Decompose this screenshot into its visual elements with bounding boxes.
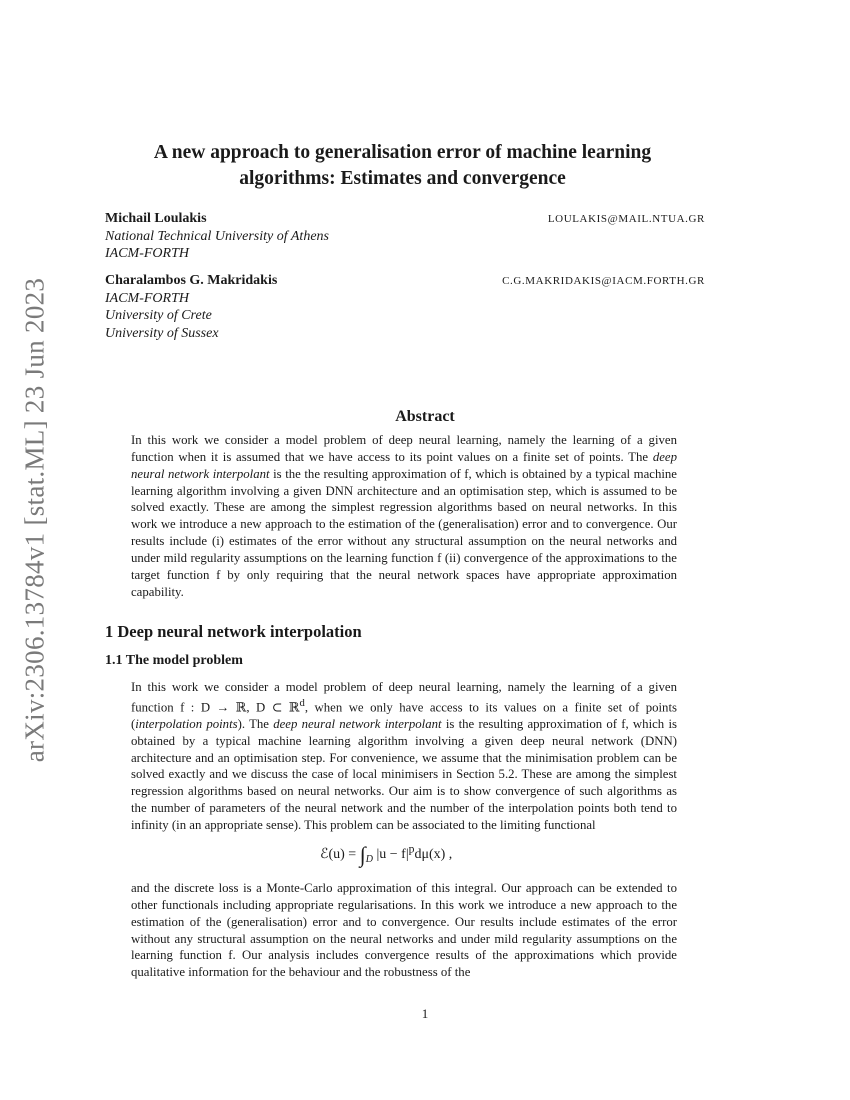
text-run: is the resulting approximation of f, which is obtained by a typical machine learning algorithm involving a given deep neural network (DNN) architecture and an optimisation step. For convenience, we assume that the minimisation problem can be solved exactly and we discuss the case of local minimisers in Section 5.2. These are among the simplest regression algorithms based on neural networks. Our aim is to show convergence of such algorithms as the number of parameters of the neural network and the number of the interpolation points both tend to infinity (in an appropriate sense). This problem can be associated to the limiting functional (131, 716, 677, 833)
abstract-emphasis: deep neural network interpolant (131, 449, 677, 481)
author-name: Charalambos G. Makridakis (105, 273, 278, 288)
integral-sign: ∫ (359, 842, 366, 867)
eq-tail: dμ(x) , (414, 847, 453, 862)
eq-lhs: ℰ(u) = (320, 847, 360, 862)
eq-power: p (408, 842, 415, 856)
abstract-text (131, 432, 677, 600)
emphasis: deep neural network interpolant (273, 716, 442, 731)
eq-domain: D (365, 853, 373, 865)
paper-title (120, 140, 685, 192)
author-affiliation: IACM-FORTH (105, 246, 189, 261)
display-equation (320, 842, 452, 868)
author-email[interactable]: LOULAKIS@MAIL.NTUA.GR (547, 213, 705, 225)
body-paragraph-1 (131, 679, 677, 834)
author-email[interactable]: C.G.MAKRIDAKIS@IACM.FORTH.GR (502, 275, 705, 287)
subsection-heading: 1.1 The model problem (105, 653, 243, 668)
emphasis: interpolation points (135, 716, 238, 731)
abstract-heading: Abstract (395, 408, 455, 425)
author-affiliation: IACM-FORTH (105, 290, 189, 306)
author-affiliation: National Technical University of Athens (105, 228, 329, 244)
abstract-part: is the the resulting approximation of f, which is obtained by a typical machine learning algorithm involving a given DNN architecture and an optimisation step, which is assumed to be solved exactly. These are among the simplest regression algorithms based on neural networks. In this work we introduce a new approach to the estimation of the (generalisation) error and to convergence. Our results include (i) estimates of the error without any structural assumption on the neural networks and under mild regularity assumptions on the learning function f (ii) convergence of the approximations to the target function f by only requiring that the neural network spaces have appropriate approximation capability. (131, 466, 677, 599)
arxiv-sidebar-stamp (10, 260, 60, 780)
text-run: ). The (237, 716, 274, 731)
page-number: 1 (421, 1006, 429, 1021)
author-affiliation: University of Sussex (105, 325, 219, 341)
abstract-part: In this work we consider a model problem of deep neural learning, namely the learning of a given function when it is assumed that we have access to its point values on a finite set of points. The (131, 433, 677, 464)
eq-rhs: |u − f| (372, 847, 409, 862)
superscript: d (299, 697, 305, 709)
text-run: In this work we consider a model problem of deep neural learning, namely the learning of a given function f : D → ℝ, D ⊂ ℝ (131, 680, 677, 715)
title-line-2: algorithms: Estimates and convergence (239, 168, 566, 189)
arxiv-id: arXiv:2306.13784v1 [stat.ML] 23 Jun 2023 (19, 277, 50, 763)
body-paragraph-2: and the discrete loss is a Monte-Carlo approximation of this integral. Our approach can be extended to other functionals including appropriate regularisations. In this work we introduce a new approach to the estimation of the (generalisation) error and to convergence. Our results include estimates of the error without any structural assumption on the neural networks and under mild regularity assumptions on the learning function f. Our analysis includes convergence results of the approximations which provide qualitative information for the behaviour and the robustness of the (131, 881, 677, 980)
author-block-2 (105, 272, 705, 342)
section-heading: 1 Deep neural network interpolation (105, 622, 362, 641)
author-affiliation: University of Crete (105, 308, 212, 323)
text-run: , when we only have access to its values on a finite set of points ( (131, 700, 677, 731)
title-line-1: A new approach to generalisation error of machine learning (153, 142, 652, 163)
author-name: Michail Loulakis (105, 211, 207, 226)
author-block-1 (105, 210, 705, 263)
